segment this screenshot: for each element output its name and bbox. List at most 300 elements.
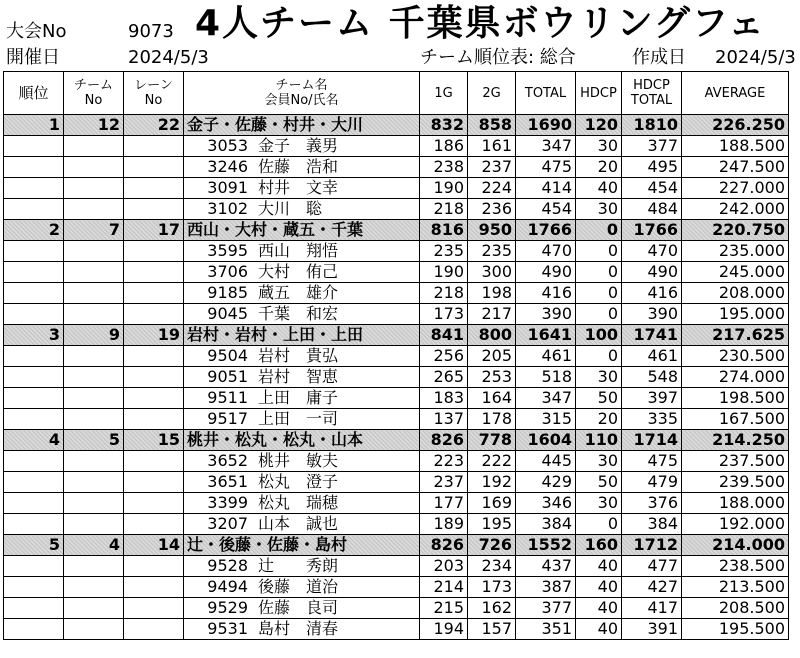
member-row <box>4 199 789 220</box>
member-given-name: 浩和 <box>306 157 339 176</box>
member-given-name: 誠也 <box>306 514 339 533</box>
empty-cell <box>4 367 64 388</box>
empty-cell <box>124 472 184 493</box>
member-hdcp: 0 <box>576 241 622 262</box>
empty-cell <box>124 262 184 283</box>
member-g1: 190 <box>420 178 468 199</box>
member-surname: 大川 <box>258 199 291 218</box>
team-total: 1766 <box>516 220 576 241</box>
member-hdcp-total: 484 <box>622 199 682 220</box>
col-rank: 順位 <box>4 72 64 115</box>
member-hdcp: 0 <box>576 346 622 367</box>
empty-cell <box>124 556 184 577</box>
member-g2: 192 <box>468 472 516 493</box>
member-surname: 蔵五 <box>258 283 291 302</box>
member-total: 384 <box>516 514 576 535</box>
member-average: 230.500 <box>682 346 789 367</box>
team-name: 金子・佐藤・村井・大川 <box>184 115 420 136</box>
member-row <box>4 493 789 514</box>
empty-cell <box>4 556 64 577</box>
member-surname: 岩村 <box>258 367 291 386</box>
member-g1: 186 <box>420 136 468 157</box>
lane-no: 19 <box>124 325 184 346</box>
member-average: 167.500 <box>682 409 789 430</box>
empty-cell <box>64 241 124 262</box>
member-no: 3053 <box>207 136 248 155</box>
team-name: 岩村・岩村・上田・上田 <box>184 325 420 346</box>
member-given-name: 翔悟 <box>306 241 339 260</box>
member-hdcp: 40 <box>576 577 622 598</box>
member-hdcp-total: 461 <box>622 346 682 367</box>
member-given-name: 良司 <box>306 598 339 617</box>
member-no: 9494 <box>207 577 248 596</box>
member-hdcp-total: 391 <box>622 619 682 640</box>
member-hdcp: 40 <box>576 556 622 577</box>
team-hdcp-total: 1766 <box>622 220 682 241</box>
member-row <box>4 598 789 619</box>
member-total: 518 <box>516 367 576 388</box>
member-hdcp-total: 475 <box>622 451 682 472</box>
member-given-name: 秀朗 <box>306 556 339 575</box>
team-rank: 1 <box>4 115 64 136</box>
empty-cell <box>124 514 184 535</box>
member-cell <box>184 157 420 178</box>
created-date: 2024/5/3 <box>715 47 796 68</box>
member-hdcp: 50 <box>576 388 622 409</box>
empty-cell <box>124 493 184 514</box>
team-row <box>4 535 789 556</box>
team-no: 5 <box>64 430 124 451</box>
member-g1: 237 <box>420 472 468 493</box>
member-row <box>4 157 789 178</box>
team-g1: 816 <box>420 220 468 241</box>
member-average: 245.000 <box>682 262 789 283</box>
member-average: 195.500 <box>682 619 789 640</box>
member-hdcp: 30 <box>576 136 622 157</box>
member-average: 237.500 <box>682 451 789 472</box>
member-total: 414 <box>516 178 576 199</box>
team-name: 桃井・松丸・松丸・山本 <box>184 430 420 451</box>
col-lane-no: レーン No <box>124 72 184 115</box>
member-average: 247.500 <box>682 157 789 178</box>
empty-cell <box>64 178 124 199</box>
empty-cell <box>64 262 124 283</box>
empty-cell <box>64 409 124 430</box>
member-g2: 236 <box>468 199 516 220</box>
member-total: 445 <box>516 451 576 472</box>
empty-cell <box>4 199 64 220</box>
member-hdcp-total: 384 <box>622 514 682 535</box>
team-g2: 858 <box>468 115 516 136</box>
member-cell <box>184 199 420 220</box>
member-g1: 235 <box>420 241 468 262</box>
team-average: 214.000 <box>682 535 789 556</box>
team-hdcp-total: 1714 <box>622 430 682 451</box>
member-total: 347 <box>516 388 576 409</box>
member-average: 198.500 <box>682 388 789 409</box>
member-given-name: 義男 <box>306 136 339 155</box>
member-row <box>4 451 789 472</box>
member-surname: 松丸 <box>258 493 291 512</box>
member-cell <box>184 472 420 493</box>
team-row <box>4 115 789 136</box>
member-surname: 桃井 <box>258 451 291 470</box>
member-g2: 234 <box>468 556 516 577</box>
member-given-name: 清春 <box>306 619 339 638</box>
member-surname: 辻 <box>258 556 275 575</box>
member-hdcp-total: 470 <box>622 241 682 262</box>
member-hdcp: 0 <box>576 304 622 325</box>
empty-cell <box>64 136 124 157</box>
team-hdcp: 160 <box>576 535 622 556</box>
team-g2: 950 <box>468 220 516 241</box>
empty-cell <box>124 304 184 325</box>
team-g1: 841 <box>420 325 468 346</box>
member-cell <box>184 283 420 304</box>
member-total: 454 <box>516 199 576 220</box>
empty-cell <box>4 472 64 493</box>
member-hdcp-total: 495 <box>622 157 682 178</box>
member-g1: 137 <box>420 409 468 430</box>
member-surname: 大村 <box>258 262 291 281</box>
member-hdcp: 0 <box>576 514 622 535</box>
member-total: 437 <box>516 556 576 577</box>
member-surname: 島村 <box>258 619 291 638</box>
member-cell <box>184 178 420 199</box>
member-given-name: 敏夫 <box>306 451 339 470</box>
empty-cell <box>124 619 184 640</box>
member-row <box>4 556 789 577</box>
member-row <box>4 409 789 430</box>
team-average: 214.250 <box>682 430 789 451</box>
member-g2: 300 <box>468 262 516 283</box>
member-hdcp-total: 490 <box>622 262 682 283</box>
member-row <box>4 472 789 493</box>
member-surname: 上田 <box>258 388 291 407</box>
member-g2: 253 <box>468 367 516 388</box>
member-hdcp-total: 477 <box>622 556 682 577</box>
lane-no: 14 <box>124 535 184 556</box>
member-cell <box>184 304 420 325</box>
team-average: 217.625 <box>682 325 789 346</box>
empty-cell <box>124 367 184 388</box>
member-no: 3399 <box>207 493 248 512</box>
member-cell <box>184 577 420 598</box>
member-surname: 佐藤 <box>258 157 291 176</box>
team-name: 西山・大村・蔵五・千葉 <box>184 220 420 241</box>
member-row <box>4 514 789 535</box>
member-no: 9051 <box>207 367 248 386</box>
member-row <box>4 619 789 640</box>
member-no: 3652 <box>207 451 248 470</box>
member-g1: 177 <box>420 493 468 514</box>
member-total: 490 <box>516 262 576 283</box>
empty-cell <box>64 367 124 388</box>
empty-cell <box>64 598 124 619</box>
member-given-name: 一司 <box>306 409 339 428</box>
member-hdcp-total: 454 <box>622 178 682 199</box>
member-g1: 190 <box>420 262 468 283</box>
member-hdcp: 40 <box>576 598 622 619</box>
member-given-name: 貴弘 <box>306 346 339 365</box>
member-g2: 157 <box>468 619 516 640</box>
member-total: 470 <box>516 241 576 262</box>
member-no: 9045 <box>207 304 248 323</box>
member-no: 9504 <box>207 346 248 365</box>
member-no: 3102 <box>207 199 248 218</box>
empty-cell <box>64 514 124 535</box>
empty-cell <box>124 451 184 472</box>
member-g2: 235 <box>468 241 516 262</box>
member-g1: 223 <box>420 451 468 472</box>
member-total: 461 <box>516 346 576 367</box>
team-hdcp: 120 <box>576 115 622 136</box>
empty-cell <box>124 346 184 367</box>
col-game2: 2G <box>468 72 516 115</box>
team-hdcp-total: 1741 <box>622 325 682 346</box>
lane-no: 17 <box>124 220 184 241</box>
member-surname: 岩村 <box>258 346 291 365</box>
empty-cell <box>124 241 184 262</box>
member-no: 9529 <box>207 598 248 617</box>
member-g2: 195 <box>468 514 516 535</box>
member-given-name: 聡 <box>306 199 323 218</box>
member-given-name: 瑞穂 <box>306 493 339 512</box>
empty-cell <box>64 619 124 640</box>
empty-cell <box>4 346 64 367</box>
member-cell <box>184 619 420 640</box>
member-surname: 松丸 <box>258 472 291 491</box>
empty-cell <box>64 388 124 409</box>
team-average: 220.750 <box>682 220 789 241</box>
team-g1: 826 <box>420 535 468 556</box>
member-no: 3706 <box>207 262 248 281</box>
team-g2: 726 <box>468 535 516 556</box>
empty-cell <box>64 472 124 493</box>
team-name: 辻・後藤・佐藤・島村 <box>184 535 420 556</box>
empty-cell <box>4 451 64 472</box>
date-label: 開催日 <box>6 47 60 68</box>
member-g2: 164 <box>468 388 516 409</box>
team-g1: 826 <box>420 430 468 451</box>
member-no: 9511 <box>207 388 248 407</box>
team-average: 226.250 <box>682 115 789 136</box>
member-hdcp-total: 335 <box>622 409 682 430</box>
empty-cell <box>64 199 124 220</box>
member-surname: 村井 <box>258 178 291 197</box>
member-given-name: 道治 <box>306 577 339 596</box>
team-no: 4 <box>64 535 124 556</box>
member-cell <box>184 367 420 388</box>
member-g1: 173 <box>420 304 468 325</box>
member-g2: 178 <box>468 409 516 430</box>
member-no: 3651 <box>207 472 248 491</box>
team-g2: 800 <box>468 325 516 346</box>
team-total: 1641 <box>516 325 576 346</box>
empty-cell <box>64 577 124 598</box>
member-average: 208.000 <box>682 283 789 304</box>
team-hdcp: 0 <box>576 220 622 241</box>
member-hdcp: 40 <box>576 619 622 640</box>
member-hdcp: 0 <box>576 262 622 283</box>
member-average: 274.000 <box>682 367 789 388</box>
member-average: 195.000 <box>682 304 789 325</box>
member-surname: 上田 <box>258 409 291 428</box>
team-hdcp: 100 <box>576 325 622 346</box>
meet-no: 9073 <box>128 21 174 42</box>
empty-cell <box>124 283 184 304</box>
member-g2: 173 <box>468 577 516 598</box>
col-team-no: チーム No <box>64 72 124 115</box>
member-g2: 169 <box>468 493 516 514</box>
member-average: 238.500 <box>682 556 789 577</box>
member-row <box>4 262 789 283</box>
member-g2: 205 <box>468 346 516 367</box>
member-cell <box>184 241 420 262</box>
report-subtitle: チーム順位表: 総合 <box>420 47 576 68</box>
member-average: 188.000 <box>682 493 789 514</box>
team-total: 1604 <box>516 430 576 451</box>
member-row <box>4 241 789 262</box>
empty-cell <box>64 493 124 514</box>
empty-cell <box>64 283 124 304</box>
member-hdcp-total: 416 <box>622 283 682 304</box>
member-total: 346 <box>516 493 576 514</box>
member-hdcp: 30 <box>576 451 622 472</box>
empty-cell <box>124 598 184 619</box>
member-g1: 214 <box>420 577 468 598</box>
team-row <box>4 430 789 451</box>
member-cell <box>184 409 420 430</box>
team-rank: 4 <box>4 430 64 451</box>
member-g2: 237 <box>468 157 516 178</box>
member-row <box>4 178 789 199</box>
member-average: 235.000 <box>682 241 789 262</box>
member-surname: 山本 <box>258 514 291 533</box>
member-no: 9185 <box>207 283 248 302</box>
member-cell <box>184 346 420 367</box>
empty-cell <box>64 157 124 178</box>
member-hdcp: 20 <box>576 409 622 430</box>
empty-cell <box>124 409 184 430</box>
member-average: 239.500 <box>682 472 789 493</box>
member-given-name: 侑己 <box>306 262 339 281</box>
empty-cell <box>64 346 124 367</box>
member-given-name: 雄介 <box>306 283 339 302</box>
member-hdcp: 30 <box>576 199 622 220</box>
empty-cell <box>4 493 64 514</box>
member-g1: 218 <box>420 283 468 304</box>
team-total: 1690 <box>516 115 576 136</box>
empty-cell <box>4 514 64 535</box>
member-no: 3595 <box>207 241 248 260</box>
member-given-name: 文幸 <box>306 178 339 197</box>
member-g2: 198 <box>468 283 516 304</box>
empty-cell <box>4 409 64 430</box>
member-row <box>4 577 789 598</box>
member-total: 429 <box>516 472 576 493</box>
member-no: 9528 <box>207 556 248 575</box>
member-row <box>4 304 789 325</box>
member-average: 192.000 <box>682 514 789 535</box>
team-g2: 778 <box>468 430 516 451</box>
member-g1: 203 <box>420 556 468 577</box>
col-hdcp-total: HDCP TOTAL <box>622 72 682 115</box>
member-no: 3207 <box>207 514 248 533</box>
member-hdcp-total: 417 <box>622 598 682 619</box>
empty-cell <box>4 577 64 598</box>
empty-cell <box>4 241 64 262</box>
member-g1: 194 <box>420 619 468 640</box>
member-hdcp-total: 397 <box>622 388 682 409</box>
member-total: 347 <box>516 136 576 157</box>
team-rank: 2 <box>4 220 64 241</box>
col-team-name: チーム名 会員No/氏名 <box>184 72 420 115</box>
member-g1: 183 <box>420 388 468 409</box>
member-surname: 西山 <box>258 241 291 260</box>
member-row <box>4 283 789 304</box>
member-cell <box>184 388 420 409</box>
member-hdcp-total: 548 <box>622 367 682 388</box>
team-no: 7 <box>64 220 124 241</box>
empty-cell <box>64 451 124 472</box>
empty-cell <box>4 304 64 325</box>
member-hdcp: 50 <box>576 472 622 493</box>
team-rank: 3 <box>4 325 64 346</box>
team-row <box>4 325 789 346</box>
empty-cell <box>64 556 124 577</box>
member-given-name: 智恵 <box>306 367 339 386</box>
member-g1: 256 <box>420 346 468 367</box>
member-total: 377 <box>516 598 576 619</box>
member-surname: 佐藤 <box>258 598 291 617</box>
member-cell <box>184 598 420 619</box>
team-hdcp-total: 1810 <box>622 115 682 136</box>
member-hdcp: 30 <box>576 367 622 388</box>
empty-cell <box>4 388 64 409</box>
col-game1: 1G <box>420 72 468 115</box>
team-rank: 5 <box>4 535 64 556</box>
member-g1: 238 <box>420 157 468 178</box>
member-g2: 162 <box>468 598 516 619</box>
member-total: 387 <box>516 577 576 598</box>
member-g2: 222 <box>468 451 516 472</box>
member-average: 213.500 <box>682 577 789 598</box>
member-no: 3091 <box>207 178 248 197</box>
empty-cell <box>4 598 64 619</box>
member-average: 208.500 <box>682 598 789 619</box>
member-cell <box>184 556 420 577</box>
member-cell <box>184 136 420 157</box>
empty-cell <box>4 178 64 199</box>
col-average: AVERAGE <box>682 72 789 115</box>
team-no: 9 <box>64 325 124 346</box>
member-hdcp: 20 <box>576 157 622 178</box>
member-g2: 161 <box>468 136 516 157</box>
member-hdcp: 0 <box>576 283 622 304</box>
created-label: 作成日 <box>632 47 686 68</box>
member-total: 475 <box>516 157 576 178</box>
member-g2: 217 <box>468 304 516 325</box>
empty-cell <box>4 157 64 178</box>
member-hdcp-total: 376 <box>622 493 682 514</box>
member-total: 315 <box>516 409 576 430</box>
member-g1: 215 <box>420 598 468 619</box>
empty-cell <box>124 178 184 199</box>
meet-no-label: 大会No <box>6 21 67 42</box>
member-cell <box>184 493 420 514</box>
member-row <box>4 388 789 409</box>
